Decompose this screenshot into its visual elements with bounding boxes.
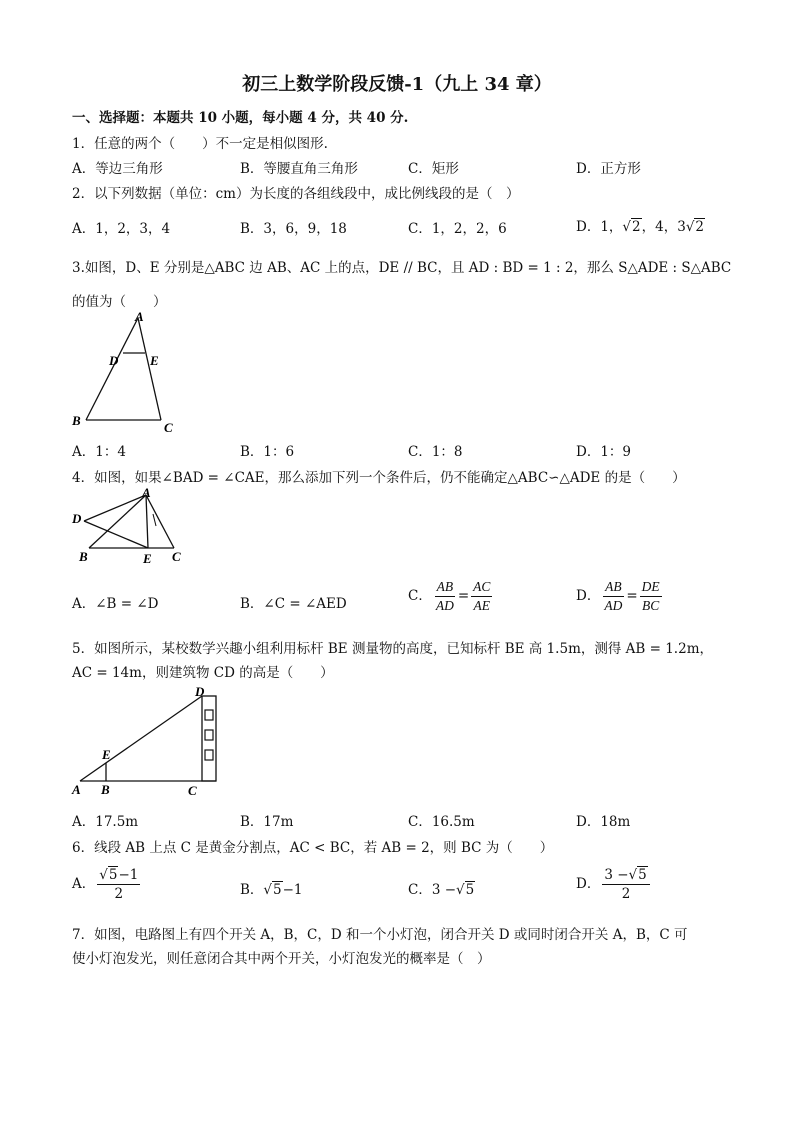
- sqrt-sign: √5: [263, 882, 282, 898]
- q3-label-b: B: [72, 413, 81, 428]
- q5-option-c: C．16.5m: [408, 814, 475, 830]
- fraction: $\frac{DE}{BC}$: [641, 579, 660, 613]
- q5-label-e: E: [102, 747, 111, 762]
- sqrt-sign: √2: [685, 219, 705, 235]
- q5-option-d: D．18m: [576, 814, 631, 830]
- section-heading: 一、选择题：本题共 10 小题，每小题 4 分，共 40 分.: [72, 110, 409, 126]
- q3-label-c: C: [164, 420, 173, 435]
- q3-option-a: A．1：4: [72, 444, 126, 460]
- page-title: 初三上数学阶段反馈-1（九上 34 章）: [242, 74, 552, 95]
- q4-label-b: B: [79, 549, 88, 564]
- q4-label-c: C: [172, 549, 181, 564]
- q3-label-d: D: [109, 353, 119, 368]
- fraction: $\frac{AC}{AE}$: [473, 579, 491, 613]
- q2-option-b: B．3，6，9，18: [240, 221, 347, 237]
- q1-option-d: D．正方形: [576, 161, 641, 177]
- q6-option-a: A． $\frac{√5-1}{2}$: [72, 867, 139, 902]
- q1-option-b: B．等腰直角三角形: [240, 161, 358, 177]
- q2-option-d-mid: ，4，3: [641, 219, 686, 235]
- q3-stem-line1: 3.如图，D、E 分别是△ABC 边 AB、AC 上的点，DE // BC，且 AD : BD = 1 : 2，那么 S△ADE : S△ABC: [72, 260, 732, 276]
- q3-triangle-figure: [68, 308, 188, 438]
- q5-label-c: C: [188, 783, 197, 798]
- q6-option-b: B．√5−1: [240, 882, 303, 898]
- q4-option-a: A．∠B = ∠D: [72, 596, 159, 612]
- q1-stem: 1．任意的两个（ ）不一定是相似图形.: [72, 136, 328, 152]
- q3-label-a: A: [135, 309, 144, 324]
- fraction: $\frac{AB}{AD}$: [604, 579, 623, 613]
- q1-option-a: A．等边三角形: [72, 161, 163, 177]
- q4-option-c: C． $\frac{AB}{AD}$ = $\frac{AC}{AE}$: [408, 579, 491, 613]
- q3-stem-line2: 的值为（ ）: [72, 294, 167, 310]
- sqrt-sign: √5: [628, 867, 647, 883]
- q6-option-d: D． $\frac{3 -√5}{2}$: [576, 866, 652, 903]
- q7-stem-line1: 7．如图，电路图上有四个开关 A，B，C，D 和一个小灯泡，闭合开关 D 或同时闭合开关 A，B，C 可: [72, 927, 688, 943]
- q5-option-b: B．17m: [240, 814, 294, 830]
- fraction: $\frac{AB}{AD}$: [435, 579, 454, 613]
- q5-stem-line2: AC = 14m，则建筑物 CD 的高是（ ）: [72, 665, 334, 681]
- q5-label-b: B: [101, 782, 110, 797]
- q5-option-a: A．17.5m: [72, 814, 139, 830]
- q4-triangle-figure: [66, 480, 196, 570]
- sqrt-sign: √5: [456, 882, 475, 898]
- q5-building-figure: [68, 682, 228, 802]
- q2-stem: 2．以下列数据（单位：cm）为长度的各组线段中，成比例线段的是（ ）: [72, 186, 520, 202]
- q5-stem-line1: 5．如图所示，某校数学兴趣小组利用标杆 BE 测量物的高度，已知标杆 BE 高 1.5m，测得 AB = 1.2m，: [72, 641, 713, 657]
- q3-option-c: C．1：8: [408, 444, 463, 460]
- q2-option-d-prefix: D．1，: [576, 219, 623, 235]
- q5-label-d: D: [195, 684, 205, 699]
- q6-option-c: C．3 −√5: [408, 882, 475, 898]
- q5-label-a: A: [72, 782, 81, 797]
- q4-stem: 4．如图，如果∠BAD = ∠CAE，那么添加下列一个条件后，仍不能确定△ABC∽△ADE 的是（ ）: [72, 470, 686, 486]
- q4-label-a: A: [142, 485, 151, 500]
- fraction: $\frac{3 -√5}{2}$: [602, 866, 649, 903]
- q7-stem-line2: 使小灯泡发光，则任意闭合其中两个开关，小灯泡发光的概率是（ ）: [72, 951, 491, 967]
- q3-option-d: D．1：9: [576, 444, 632, 460]
- q1-option-c: C．矩形: [408, 161, 459, 177]
- q4-option-b: B．∠C = ∠AED: [240, 596, 347, 612]
- fraction: $\frac{√5-1}{2}$: [99, 867, 139, 902]
- q6-stem: 6．线段 AB 上点 C 是黄金分割点，AC < BC，若 AB = 2，则 BC 为（ ）: [72, 840, 554, 856]
- q4-label-e: E: [143, 551, 152, 566]
- q4-label-d: D: [72, 511, 82, 526]
- q3-option-b: B．1：6: [240, 444, 295, 460]
- sqrt-sign: √2: [622, 219, 641, 235]
- q3-label-e: E: [150, 353, 159, 368]
- sqrt-sign: √5: [99, 867, 118, 883]
- q2-option-a: A．1，2，3，4: [72, 221, 171, 237]
- q2-option-d: [576, 215, 705, 235]
- q2-option-c: C．1，2，2，6: [408, 221, 507, 237]
- q4-option-d: D． $\frac{AB}{AD}$ = $\frac{DE}{BC}$: [576, 579, 660, 613]
